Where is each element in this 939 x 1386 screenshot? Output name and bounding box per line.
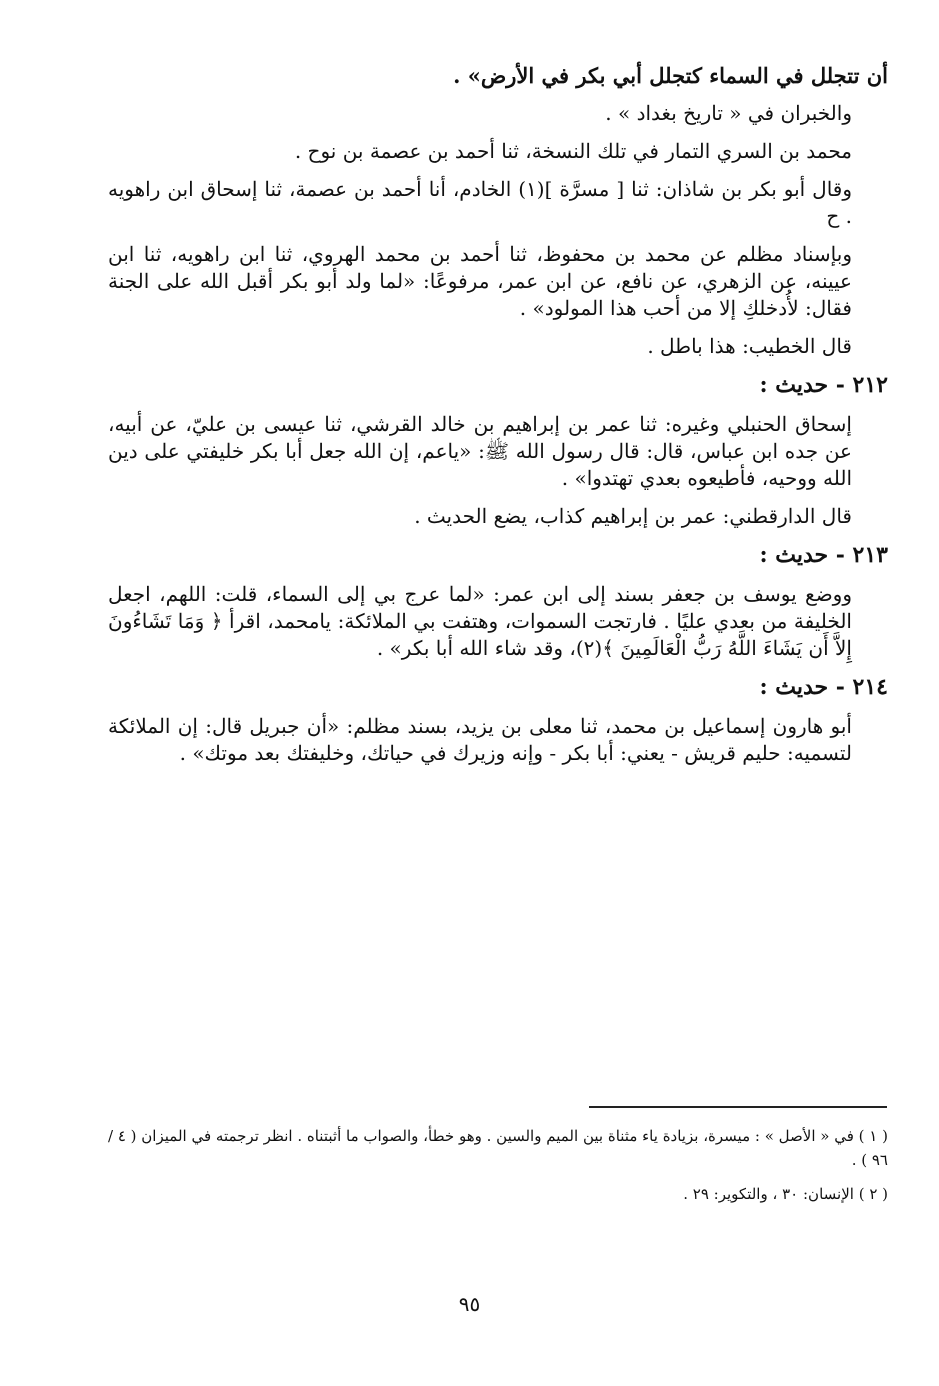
footnote-1: ( ١ ) في « الأصل » : ميسرة، بزيادة ياء مثناة بين الميم والسين . وهو خطأ، والصواب ما أثبتناه . انظر ترجمته في الميزان ( ٤ / ٩٦ ) . xyxy=(108,1127,888,1169)
text-line-6: قال الخطيب: هذا باطل . xyxy=(647,334,852,358)
page-number: ٩٥ xyxy=(458,1292,481,1316)
text-line-2: والخبران في « تاريخ بغداد » . xyxy=(605,101,852,125)
text-line-1: أن تتجلل في السماء كتجلل أبي بكر في الأرض» . xyxy=(453,63,888,88)
hadith-heading-213: ٢١٣ - حديث : xyxy=(759,542,888,568)
text-line-9: ووضع يوسف بن جعفر بسند إلى ابن عمر: «لما عرج بي إلى السماء، قلت: اللهم، اجعل الخليفة من بعدي عليًا . فارتجت السموات، وهتفت بي الملائكة: يامحمد، اقرأ ﴿ وَمَا تَشَاءُونَ إِلاَّ أَن يَشَاءَ اللَّهُ رَبُّ الْعَالَمِينَ ﴾(٢)، وقد شاء الله أبا بكر» . xyxy=(108,582,852,660)
text-line-5: وبإسناد مظلم عن محمد بن محفوظ، ثنا أحمد بن محمد الهروي، ثنا ابن راهويه، ثنا ابن عيينه، عن الزهري، عن نافع، عن ابن عمر، مرفوعًا: «لما ولد أبو بكر أقبل الله على الجنة فقال: لأُدخلكِ إلا من أحب هذا المولود» . xyxy=(108,242,852,320)
footnote-2: ( ٢ ) الإنسان: ٣٠ ، والتكوير: ٢٩ . xyxy=(683,1185,888,1203)
footnote-separator xyxy=(589,1106,887,1108)
text-line-10: أبو هارون إسماعيل بن محمد، ثنا معلى بن يزيد، بسند مظلم: «أن جبريل قال: إن الملائكة لتسميه: حليم قريش - يعني: أبا بكر - وإنه وزيرك في حياتك، وخليفتك بعد موتك» . xyxy=(108,714,852,765)
main-text xyxy=(108,62,888,778)
text-line-8: قال الدارقطني: عمر بن إبراهيم كذاب، يضع الحديث . xyxy=(414,504,852,528)
hadith-heading-214: ٢١٤ - حديث : xyxy=(759,674,888,700)
text-line-4: وقال أبو بكر بن شاذان: ثنا [ مسرَّة ](١) الخادم، أنا أحمد بن عصمة، ثنا إسحاق ابن راهويه . ح xyxy=(108,177,853,228)
text-line-3: محمد بن السري التمار في تلك النسخة، ثنا أحمد بن عصمة بن نوح . xyxy=(294,139,852,163)
hadith-heading-212: ٢١٢ - حديث : xyxy=(759,372,888,398)
footnotes xyxy=(108,1124,888,1216)
text-line-7: إسحاق الحنبلي وغيره: ثنا عمر بن إبراهيم بن خالد القرشي، ثنا عيسى بن عليّ، عن أبيه، عن جده ابن عباس، قال: قال رسول الله ﷺ: «ياعم، إن الله جعل أبا بكر خليفتي على دين الله ووحيه، فأطيعوه بعدي تهتدوا» . xyxy=(108,412,852,490)
